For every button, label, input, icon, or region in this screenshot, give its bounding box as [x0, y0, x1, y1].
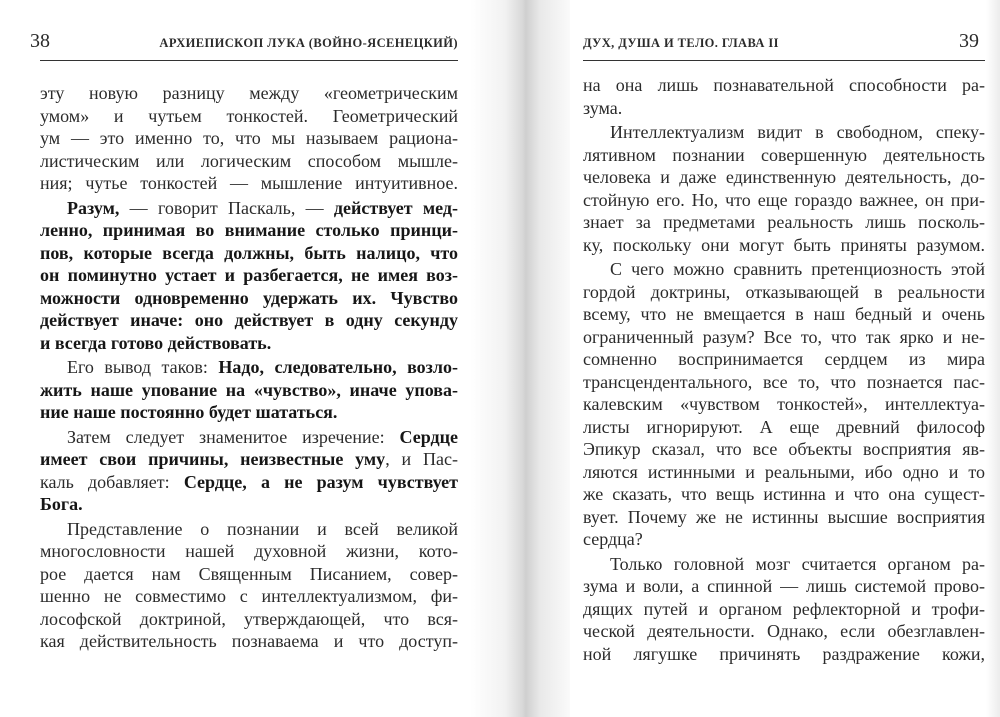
text: ческой деятельности. Однако, если обезглавлен-: [583, 621, 985, 641]
text-line: [583, 326, 985, 349]
text: ум — это именно то, что мы называем рациона-: [40, 128, 458, 148]
text-line: [583, 258, 985, 281]
text: трансцендентального, все то, что познается пас-: [583, 371, 985, 392]
text: эту новую разницу между «геометрическим: [40, 83, 458, 103]
left-running-header: [30, 30, 458, 61]
text-line: [583, 461, 985, 484]
bold-text: имеет свои причины, неизвестные уму: [40, 449, 386, 469]
text-line: [40, 401, 458, 424]
text-line: [583, 416, 985, 439]
text-line: [583, 575, 985, 598]
bold-text: жить наше упование на «чувство», иначе упова-: [40, 379, 458, 400]
bold-text: можности одновременно удержать их. Чувство: [40, 287, 458, 308]
paragraph: [583, 74, 985, 119]
text-line: [40, 127, 458, 150]
text-line: [40, 448, 458, 471]
text: ограниченный разум? Все то, что так ярко и не-: [583, 326, 985, 347]
text: листическим или логическим способом мышле-: [40, 150, 458, 171]
text-line: [583, 393, 985, 416]
bold-text: он поминутно устает и разбегается, не имея воз-: [40, 265, 458, 285]
text: калевским «чувством тонкостей», интеллектуа-: [583, 394, 985, 414]
text: Представление о познании и всей великой: [67, 518, 458, 539]
text-line: [40, 197, 458, 220]
text: стойную его. Но, что еще гораздо важнее, он при-: [583, 189, 985, 210]
text-line: [583, 483, 985, 506]
text-line: [583, 438, 985, 461]
bold-text: Разум,: [67, 197, 120, 218]
bold-text: пов, которые всегда должны, быть налицо, что: [40, 242, 458, 263]
text-line: [40, 172, 458, 195]
paragraph: [40, 82, 458, 195]
text-line: [40, 332, 458, 355]
text-line: [40, 493, 458, 516]
text-line: [583, 348, 985, 371]
text: на она лишь познавательной способности ра-: [583, 75, 985, 95]
text-line: [583, 211, 985, 234]
text-line: [40, 518, 458, 541]
left-page-body: [40, 82, 458, 653]
text-line: [40, 309, 458, 332]
text: дящих путей и органом рефлекторной и трофи-: [583, 598, 985, 619]
text: листы игнорируют. А еще древний философ: [583, 416, 985, 437]
left-page: [30, 0, 458, 717]
paragraph: [583, 258, 985, 551]
paragraph: [40, 426, 458, 516]
bold-text: действует иначе: оно действует в одну секунду: [40, 310, 458, 330]
paragraph: [583, 553, 985, 666]
page-number: 39: [959, 30, 979, 52]
text-line: [583, 74, 985, 97]
text-line: [583, 121, 985, 144]
text: каль добавляет:: [40, 471, 184, 492]
bold-text: действует мед-: [333, 197, 458, 218]
text-line: [583, 234, 985, 257]
text-line: [40, 356, 458, 379]
text-line: [583, 553, 985, 576]
text-line: [40, 379, 458, 402]
text: гордой доктрины, отказывающей в реальности: [583, 281, 985, 302]
paragraph: [40, 197, 458, 355]
right-page: [583, 0, 985, 717]
text: человека и даже единственную деятельность, до-: [583, 167, 985, 187]
text: вует. Почему же не истинны высшие восприятия: [583, 506, 985, 527]
text: зума и воли, а спинной — лишь системой прово-: [583, 576, 985, 596]
text-line: [583, 281, 985, 304]
text-line: [40, 242, 458, 265]
bold-text: Сердце: [399, 426, 458, 447]
text-line: [40, 264, 458, 287]
text: лятивном познании совершенную деятельность: [583, 144, 985, 165]
text-line: [583, 643, 985, 666]
text: ку, поскольку они могут быть приняты разумом.: [583, 234, 985, 255]
text-line: [583, 506, 985, 529]
text-line: [40, 630, 458, 653]
text: — говорит Паскаль, —: [119, 197, 334, 218]
text-line: [583, 620, 985, 643]
text: Его вывод таков:: [67, 357, 219, 377]
text: Интеллектуализм видит в свободном, спеку-: [610, 122, 985, 142]
text: многословности нашей духовной жизни, кото-: [40, 541, 458, 561]
text-line: [40, 608, 458, 631]
bold-text: и всегда готово действовать.: [40, 332, 272, 353]
text: ляются истинными и реальными, ибо одно и то: [583, 461, 985, 482]
text-line: [40, 585, 458, 608]
text: С чего можно сравнить претенциозность этой: [610, 259, 985, 279]
text-line: [583, 189, 985, 212]
text-line: [583, 303, 985, 326]
text-line: [583, 97, 985, 120]
page-edge-shadow: [986, 0, 1000, 717]
text: знает за предметами реальность лишь посколь-: [583, 212, 985, 232]
text-line: [583, 371, 985, 394]
text-line: [40, 426, 458, 449]
page-number: 38: [30, 30, 50, 52]
text: сердца?: [583, 529, 643, 549]
text-line: [40, 287, 458, 310]
text: же сказать, что вещь истинна и что она сущест-: [583, 484, 985, 504]
text: рое дается нам Священным Писанием, совер-: [40, 563, 458, 584]
paragraph: [40, 356, 458, 424]
text: лософской доктриной, утверждающей, что вся-: [40, 608, 458, 629]
bold-text: Бога.: [40, 494, 83, 514]
paragraph: [583, 121, 985, 256]
bold-text: Надо, следовательно, возло-: [218, 357, 458, 377]
text: шенно не совместимо с интеллектуализмом, фи-: [40, 586, 458, 606]
text: Эпикур сказал, что все объекты восприятия яв-: [583, 439, 985, 459]
bold-text: Сердце, а не разум чувствует: [183, 471, 458, 492]
book-spine-shadow: [470, 0, 570, 717]
running-head-title: АРХИЕПИСКОП ЛУКА (ВОЙНО-ЯСЕНЕЦКИЙ): [159, 36, 458, 50]
text: зума.: [583, 97, 623, 118]
text: всему, что не вмещается в наш бедный и очень: [583, 304, 985, 324]
text-line: [40, 150, 458, 173]
text-line: [40, 219, 458, 242]
text-line: [583, 598, 985, 621]
text-line: [583, 528, 985, 551]
text: Только головной мозг считается органом ра-: [610, 553, 985, 574]
running-head-title: ДУХ, ДУША И ТЕЛО. ГЛАВА II: [583, 36, 779, 50]
paragraph: [40, 518, 458, 653]
text: кая действительность познаваема и что доступ-: [40, 631, 458, 651]
text-line: [40, 82, 458, 105]
right-page-body: [583, 74, 985, 665]
text: умом» и чутьем тонкостей. Геометрический: [40, 105, 458, 126]
text: Затем следует знаменитое изречение:: [67, 426, 400, 447]
bold-text: ние наше постоянно будет шататься.: [40, 402, 338, 422]
right-running-header: [583, 30, 985, 61]
text-line: [583, 144, 985, 167]
text-line: [40, 540, 458, 563]
text: ной лягушке причинять раздражение кожи,: [583, 643, 985, 664]
bold-text: ленно, принимая во внимание столько принци-: [40, 220, 458, 240]
text: сомненно воспринимается сердцем из мира: [583, 349, 985, 369]
text-line: [583, 166, 985, 189]
text-line: [40, 563, 458, 586]
text: , и Пас-: [385, 449, 458, 469]
text-line: [40, 471, 458, 494]
text-line: [40, 105, 458, 128]
text: ния; чутье тонкостей — мышление интуитивное.: [40, 173, 458, 193]
